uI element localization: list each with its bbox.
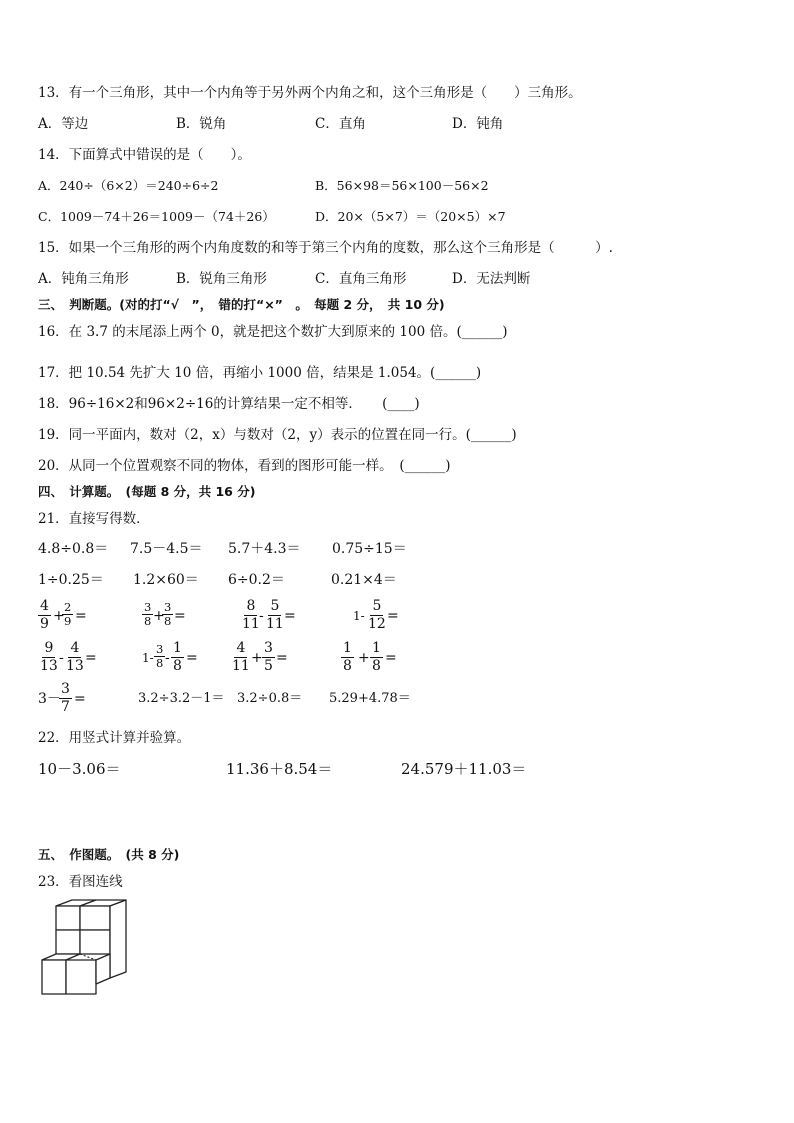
- numerator: 4: [236, 640, 246, 656]
- operator: +: [358, 650, 370, 666]
- numerator: 8: [246, 598, 256, 614]
- front-face-upper-right: [80, 906, 110, 930]
- section-3-heading: 三、 判断题。(对的打“√ ”， 错的打“×” 。 每题 2 分， 共 10 分): [38, 297, 445, 312]
- right-side-face: [110, 900, 126, 978]
- numerator: 5: [372, 598, 382, 614]
- operator: +: [153, 608, 165, 624]
- q21-item: 0.21×4＝: [331, 572, 397, 588]
- denominator: 11: [242, 616, 260, 632]
- denominator: 8: [372, 658, 381, 674]
- q21-item: 5.29+4.78＝: [329, 691, 411, 706]
- fraction: [262, 640, 275, 675]
- numerator: 9: [44, 640, 54, 656]
- denominator: 5: [264, 658, 273, 674]
- fraction: [370, 640, 383, 675]
- q13-option-a: A．等边: [38, 116, 89, 132]
- q13-option-c: C．直角: [315, 116, 366, 132]
- q22-item: 11.36＋8.54＝: [226, 760, 333, 778]
- q21-item: 6÷0.2＝: [228, 572, 285, 588]
- q15-option-c: C．直角三角形: [315, 271, 407, 287]
- denominator: 11: [232, 658, 250, 674]
- numerator: 3: [156, 642, 164, 656]
- numerator: 2: [64, 600, 72, 614]
- cube-stack-figure: [38, 898, 134, 1000]
- fraction: [264, 598, 286, 633]
- numerator: 1: [372, 640, 381, 656]
- fraction: [38, 598, 51, 633]
- fraction: [154, 643, 165, 670]
- equals: =: [385, 650, 397, 666]
- section-5-heading: 五、 作图题。 (共 8 分): [38, 847, 180, 862]
- fraction: [366, 598, 388, 633]
- numerator: 3: [61, 681, 70, 697]
- q13-option-d: D．钝角: [452, 116, 504, 132]
- equals: =: [85, 650, 97, 666]
- q22-stem: 22．用竖式计算并验算。: [38, 730, 191, 746]
- q14-option-b: B．56×98＝56×100－56×2: [315, 178, 489, 193]
- fraction: [62, 601, 73, 628]
- denominator: 8: [164, 614, 172, 628]
- numerator: 1: [173, 640, 182, 656]
- fraction: [162, 601, 173, 628]
- fraction: [38, 640, 60, 675]
- denominator: 11: [266, 616, 284, 632]
- equals: =: [75, 608, 87, 624]
- q23-stem: 23．看图连线: [38, 874, 123, 890]
- denominator: 8: [173, 658, 182, 674]
- front-face-lower-left: [42, 960, 66, 994]
- equals: =: [174, 608, 186, 624]
- q21-item: 1÷0.25＝: [38, 572, 104, 588]
- denominator: 8: [144, 614, 152, 628]
- q22-item: 24.579＋11.03＝: [401, 760, 527, 778]
- hidden-edge: [80, 954, 96, 960]
- q21-item: 7.5－4.5＝: [130, 541, 203, 557]
- equals: =: [387, 608, 399, 624]
- q14-stem: 14．下面算式中错误的是（ ）。: [38, 147, 251, 163]
- q19-statement: 19．同一平面内，数对（2，x）与数对（2，y）表示的位置在同一行。(______): [38, 427, 517, 443]
- prefix: 1-: [353, 609, 365, 623]
- numerator: 4: [40, 598, 49, 614]
- numerator: 1: [343, 640, 352, 656]
- q20-statement: 20．从同一个位置观察不同的物体，看到的图形可能一样。 (______): [38, 458, 451, 474]
- numerator: 3: [164, 600, 172, 614]
- q14-option-a: A．240÷（6×2）＝240÷6÷2: [38, 178, 219, 193]
- fraction: [142, 601, 153, 628]
- q15-option-a: A．钝角三角形: [38, 271, 129, 287]
- numerator: 3: [144, 600, 152, 614]
- front-face-middle-left: [56, 930, 80, 954]
- equals: =: [284, 608, 296, 624]
- denominator: 13: [40, 658, 58, 674]
- prefix: 3－: [38, 691, 61, 707]
- equals: =: [74, 691, 86, 707]
- fraction: [64, 640, 86, 675]
- operator: -: [259, 608, 264, 624]
- denominator: 9: [64, 614, 72, 628]
- equals: =: [276, 650, 288, 666]
- q15-option-d: D．无法判断: [452, 271, 531, 287]
- numerator: 3: [264, 640, 273, 656]
- front-face-upper-left: [56, 906, 80, 930]
- fraction: [59, 681, 72, 716]
- denominator: 9: [40, 616, 49, 632]
- denominator: 8: [156, 656, 164, 670]
- prefix: 1-: [142, 651, 154, 665]
- q21-item: 3.2÷3.2－1＝: [138, 691, 225, 706]
- q15-option-b: B．锐角三角形: [176, 271, 267, 287]
- numerator: 5: [270, 598, 280, 614]
- denominator: 8: [343, 658, 352, 674]
- equals: =: [186, 650, 198, 666]
- denominator: 7: [61, 699, 70, 715]
- operator: -: [165, 650, 170, 666]
- operator: +: [251, 650, 263, 666]
- q15-stem: 15．如果一个三角形的两个内角度数的和等于第三个内角的度数，那么这个三角形是（ ）.: [38, 240, 613, 256]
- fraction: [230, 640, 252, 675]
- front-face-lower-right: [66, 960, 96, 994]
- q14-option-c: C．1009－74＋26＝1009－（74＋26）: [38, 209, 275, 224]
- fraction: [171, 640, 184, 675]
- section-4-heading: 四、 计算题。 (每题 8 分，共 16 分): [38, 484, 256, 499]
- lower-side-face: [96, 954, 110, 984]
- q21-item: 4.8÷0.8＝: [38, 541, 109, 557]
- fraction: [341, 640, 354, 675]
- q21-item: 0.75÷15＝: [332, 541, 407, 557]
- q14-option-d: D．20×（5×7）＝（20×5）×7: [315, 209, 506, 224]
- q21-item: 3.2÷0.8＝: [237, 691, 303, 706]
- q21-item: 1.2×60＝: [133, 572, 199, 588]
- denominator: 13: [66, 658, 84, 674]
- denominator: 12: [368, 616, 386, 632]
- numerator: 4: [70, 640, 80, 656]
- top-face-lower: [42, 954, 80, 960]
- q13-stem: 13．有一个三角形，其中一个内角等于另外两个内角之和，这个三角形是（ ）三角形。: [38, 85, 582, 101]
- q21-stem: 21．直接写得数．: [38, 511, 150, 527]
- operator: +: [53, 608, 65, 624]
- operator: -: [59, 650, 64, 666]
- q16-statement: 16．在 3.7 的末尾添上两个 0，就是把这个数扩大到原来的 100 倍。(______): [38, 324, 508, 340]
- front-face-middle-right: [80, 930, 110, 954]
- q21-item: 5.7＋4.3＝: [228, 541, 301, 557]
- q17-statement: 17．把 10.54 先扩大 10 倍，再缩小 1000 倍，结果是 1.054。(______): [38, 365, 482, 381]
- q22-item: 10－3.06＝: [38, 760, 121, 778]
- q13-option-b: B．锐角: [176, 116, 227, 132]
- q18-statement: 18．96÷16×2和96×2÷16的计算结果一定不相等． (____): [38, 396, 420, 412]
